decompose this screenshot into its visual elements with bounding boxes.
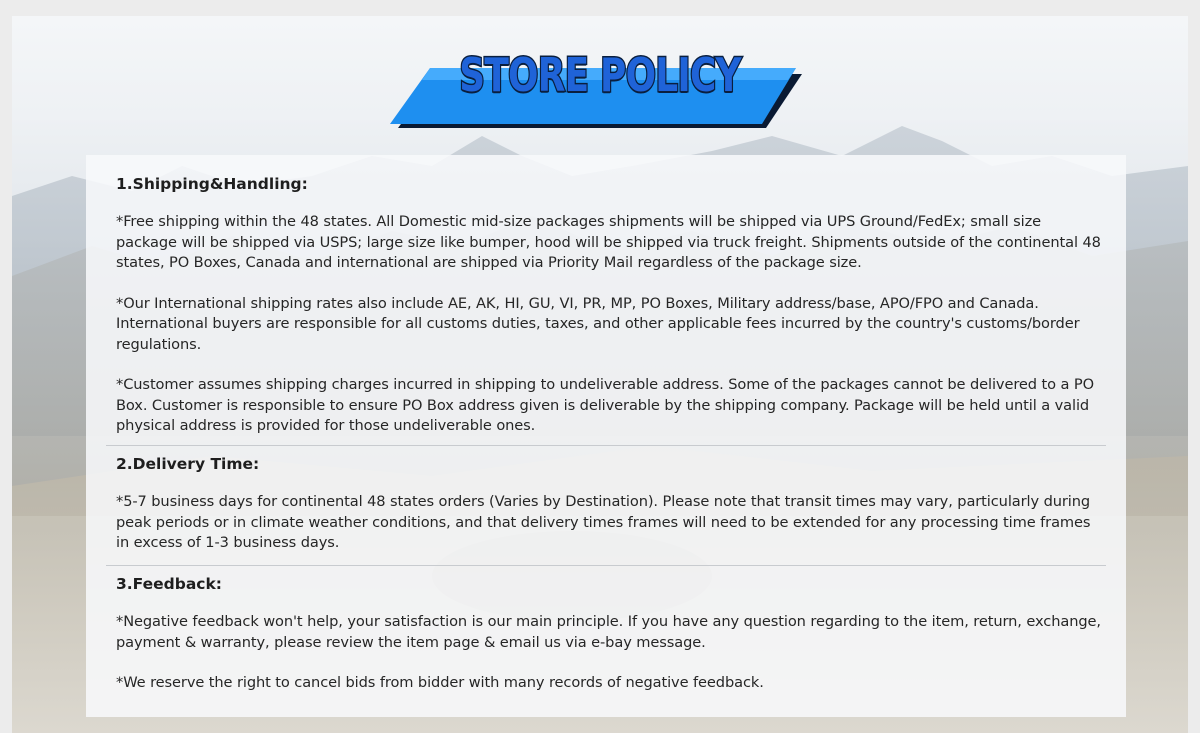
paragraph: *Free shipping within the 48 states. All Domestic mid-size packages shipments will be shipped via UPS Ground/FedEx; small size package will be shipped via USPS; large size like bumper, hood will be shipped via truck freight. Shipments outside of the continental 48 states, PO Boxes, Canada and international are shipped via Priority Mail regardless of the package size. [116,213,1101,271]
page-title: STORE POLICY [459,48,741,102]
section-title: 2.Delivery Time: [116,455,260,473]
policy-content-panel [86,155,1126,717]
delivery-time-section [116,454,1106,554]
section-divider [106,565,1106,566]
paragraph: *5-7 business days for continental 48 states orders (Varies by Destination). Please note that transit times may vary, particularly during peak periods or in climate weather conditions, and that delivery times frames will need to be extended for any processing time frames in excess of 1-3 business days. [116,493,1091,551]
paragraph: *Customer assumes shipping charges incurred in shipping to undeliverable address. Some of the packages cannot be delivered to a PO Box. Customer is responsible to ensure PO Box address given is deliverable by the shipping company. Package will be held until a valid physical address is provided for those undeliverable ones. [116,376,1094,434]
paragraph: *Our International shipping rates also include AE, AK, HI, GU, VI, PR, MP, PO Boxes, Military address/base, APO/FPO and Canada. International buyers are responsible for all customs duties, taxes, and other applicable fees incurred by the country's customs/border regulations. [116,294,1080,353]
shipping-handling-section [116,174,1106,437]
paragraph: *We reserve the right to cancel bids from bidder with many records of negative feedback. [116,674,764,691]
section-title: 1.Shipping&Handling: [116,175,308,193]
store-policy-banner [390,46,810,136]
store-policy-page [12,16,1188,733]
feedback-section [116,574,1106,694]
section-title: 3.Feedback: [116,575,223,593]
section-divider [106,445,1106,446]
paragraph: *Negative feedback won't help, your satisfaction is our main principle. If you have any question regarding to the item, return, exchange, payment & warranty, please review the item page & email us via e-bay message. [116,613,1101,651]
